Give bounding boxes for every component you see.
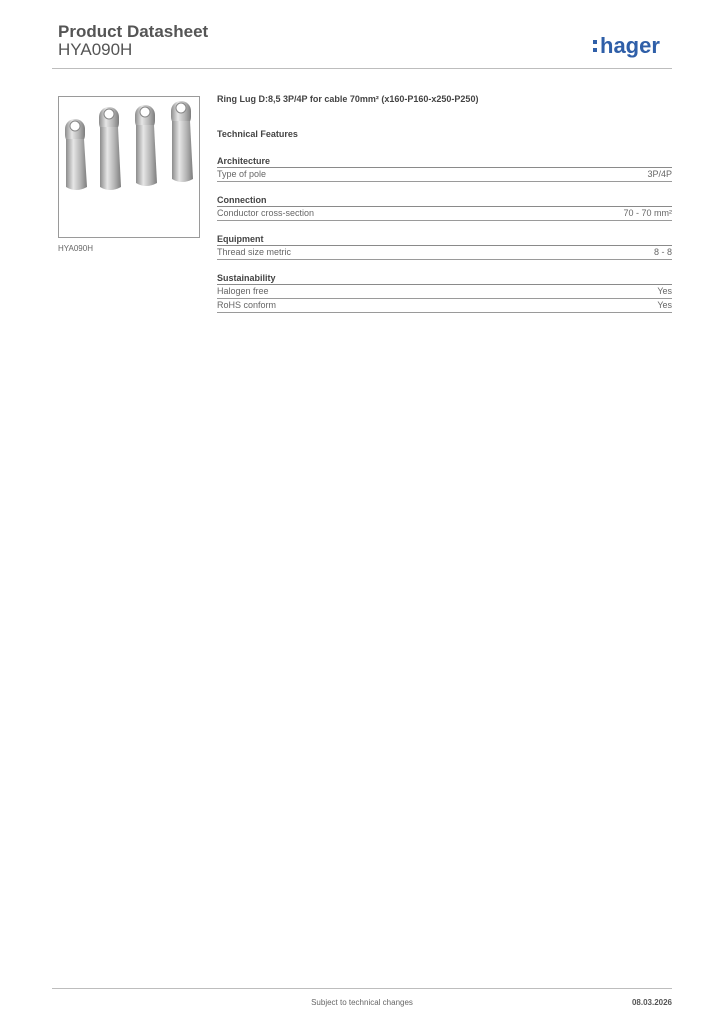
- section-title: Architecture: [217, 156, 672, 168]
- lug-2: [99, 107, 121, 190]
- feature-value: 3P/4P: [647, 169, 672, 179]
- section-equipment: [217, 234, 672, 260]
- feature-row: [217, 246, 672, 260]
- feature-value: 8 - 8: [653, 247, 672, 257]
- feature-value: Yes: [657, 286, 672, 296]
- feature-value: 70 - 70 mm²: [623, 208, 672, 218]
- feature-value: Yes: [657, 300, 672, 310]
- product-description: Ring Lug D:8,5 3P/4P for cable 70mm² (x160-P160-x250-P250): [217, 94, 479, 104]
- feature-row: [217, 168, 672, 182]
- feature-label: Thread size metric: [217, 247, 292, 257]
- feature-label: Halogen free: [217, 286, 269, 296]
- footer-note: Subject to technical changes: [311, 998, 413, 1007]
- section-title: Sustainability: [217, 273, 672, 285]
- feature-label: Conductor cross-section: [217, 208, 315, 218]
- product-image: [58, 96, 200, 238]
- feature-row: [217, 299, 672, 313]
- feature-row: [217, 207, 672, 221]
- header-divider: [52, 68, 672, 69]
- lug-4: [171, 101, 193, 182]
- ring-lug-illustration: [59, 97, 199, 237]
- footer-divider: [52, 988, 672, 989]
- page-header: [58, 18, 672, 70]
- feature-label: Type of pole: [217, 169, 267, 179]
- image-caption: HYA090H: [58, 244, 93, 253]
- technical-features-heading: Technical Features: [217, 129, 298, 139]
- section-architecture: [217, 156, 672, 182]
- technical-content: [217, 94, 672, 313]
- svg-text:hager: hager: [600, 33, 660, 58]
- section-connection: [217, 195, 672, 221]
- section-sustainability: [217, 273, 672, 313]
- hager-logo: [592, 28, 672, 64]
- lug-1: [65, 119, 87, 190]
- feature-row: [217, 285, 672, 299]
- product-code: HYA090H: [58, 40, 133, 59]
- page-title: Product Datasheet: [58, 22, 209, 41]
- section-title: Connection: [217, 195, 672, 207]
- footer-date: 08.03.2026: [631, 998, 672, 1007]
- lug-3: [135, 105, 157, 186]
- feature-label: RoHS conform: [217, 300, 277, 310]
- section-title: Equipment: [217, 234, 672, 246]
